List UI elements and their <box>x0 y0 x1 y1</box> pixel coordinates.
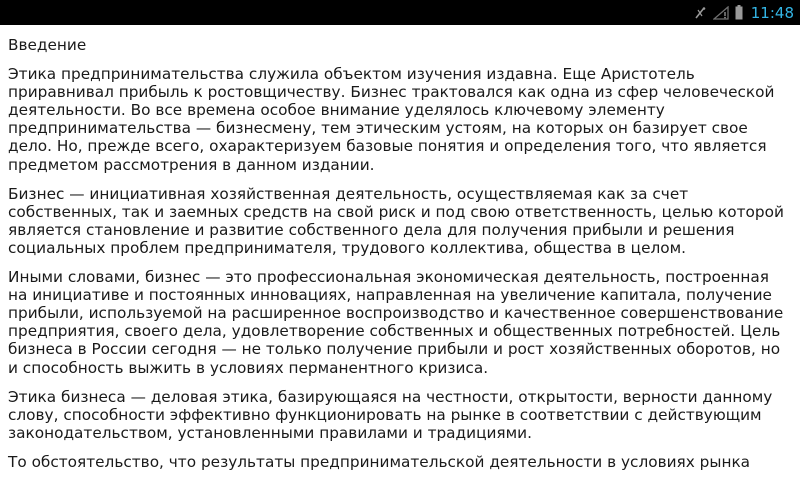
paragraph: Этика бизнеса — деловая этика, базирующаяся на честности, открытости, верности данному слову, способности эффективно функционировать на рынке в соответствии с действующим законодательством, установленными правилами и традициями. <box>8 387 773 442</box>
paragraph: Иными словами, бизнес — это профессиональная экономическая деятельность, построенная на инициативе и постоянных инновациях, направленная на увеличение капитала, получение прибыли, используемой на расширенное воспроизводство и качественное совершенствование предприятия, своего дела, удовлетворение собственных и общественных потребностей. Цель бизнеса в России сегодня — не только получение прибыли и рост хозяйственных оборотов, но и способность выжить в условиях перманентного кризиса. <box>8 268 784 377</box>
book-text <box>8 36 792 482</box>
usb-debug-icon <box>693 6 707 20</box>
battery-icon <box>735 5 743 20</box>
paragraph: Бизнес — инициативная хозяйственная деятельность, осуществляемая как за счет собственных, так и заемных средств на свой риск и под свою ответственность, целью которой является становление и развитие собственного дела для получения прибыли и решения социальных проблем предпринимателя, трудового коллектива, общества в целом. <box>8 184 784 257</box>
chapter-heading: Введение <box>8 36 87 54</box>
status-icons <box>693 0 794 25</box>
status-bar <box>0 0 800 25</box>
status-time: 11:48 <box>750 3 794 22</box>
paragraph: То обстоятельство, что результаты предпринимательской деятельности в условиях рынка <box>8 452 751 471</box>
paragraph: Этика предпринимательства служила объектом изучения издавна. Еще Аристотель приравнивал прибыль к ростовщичеству. Бизнес трактовался как одна из сфер человеческой деятельности. Во все времена особое внимание уделялось ключевому элементу предпринимательства — бизнесмену, тем этическим устоям, на которых он базирует свое дело. Но, прежде всего, охарактеризуем базовые понятия и определения того, что является предметом рассмотрения в данном издании. <box>8 65 775 174</box>
reader-view[interactable] <box>0 25 800 500</box>
no-signal-icon <box>713 6 729 20</box>
